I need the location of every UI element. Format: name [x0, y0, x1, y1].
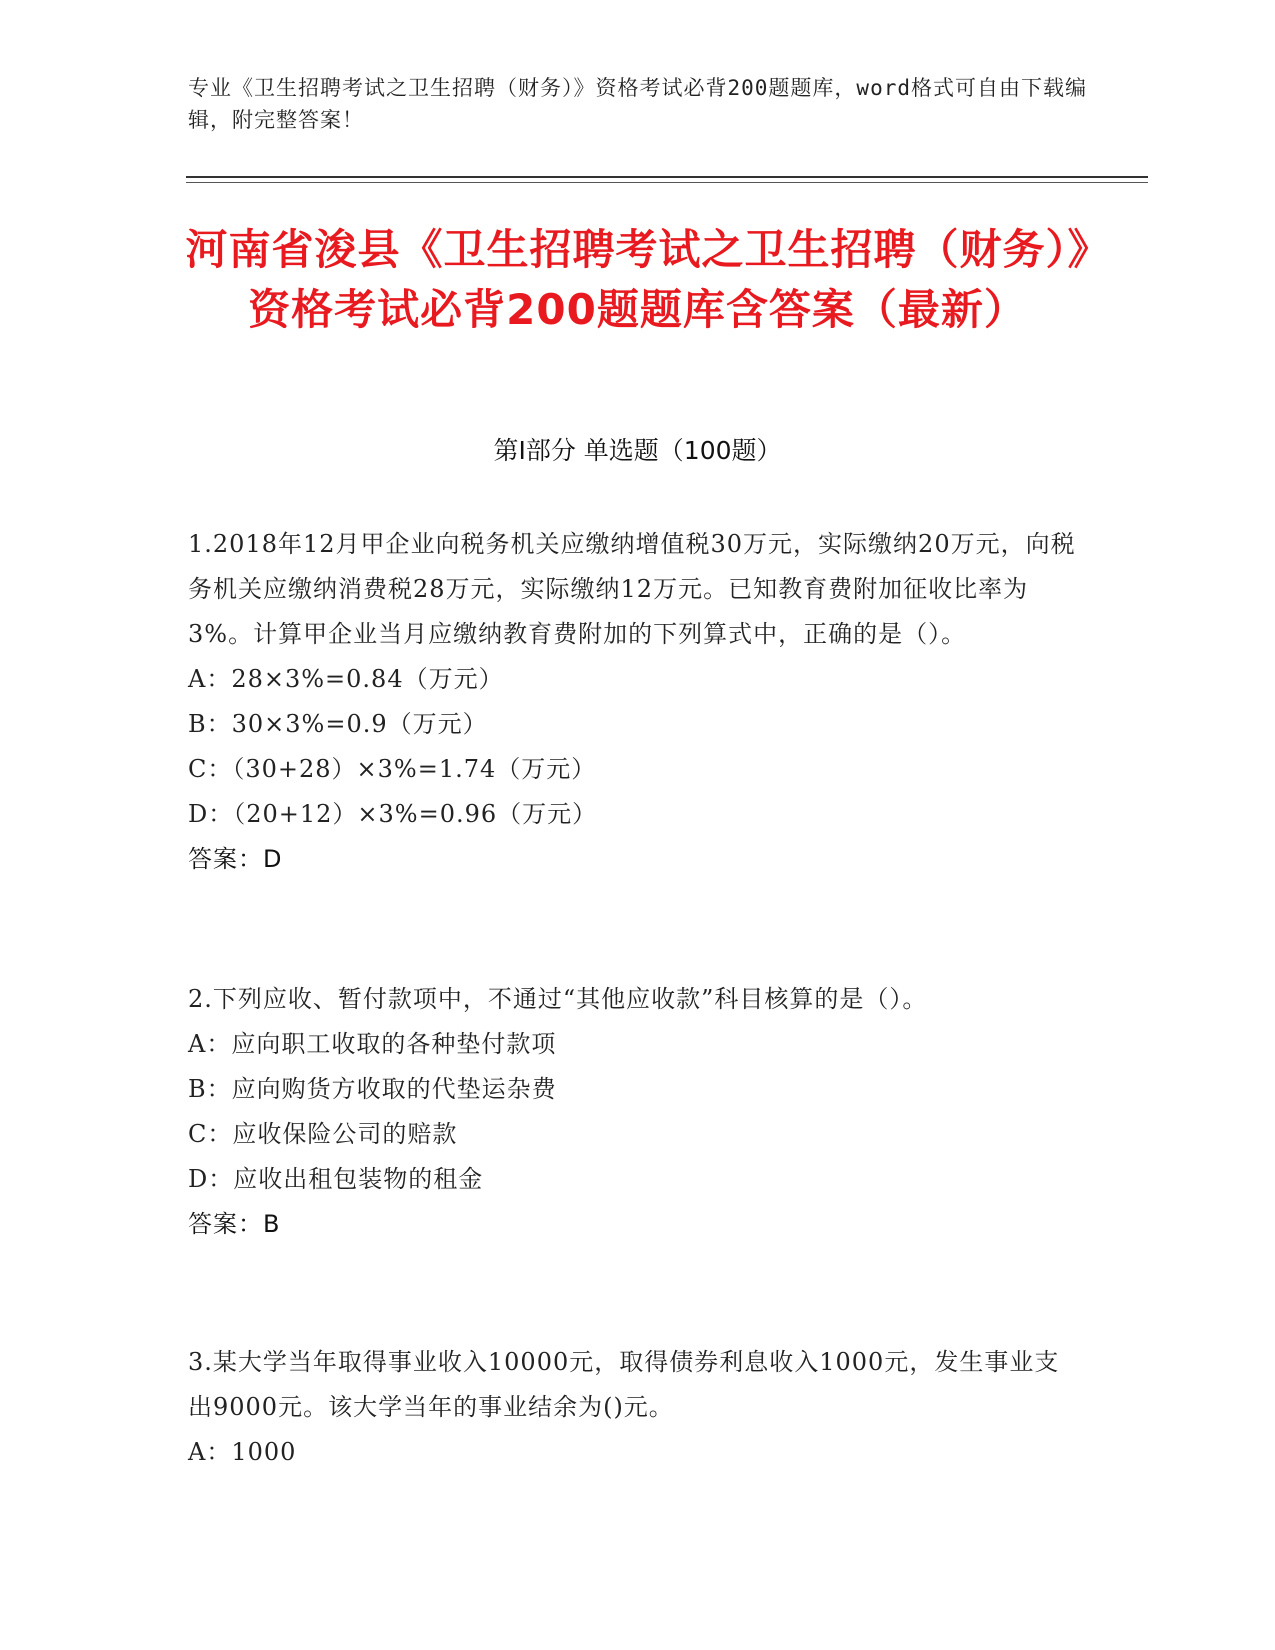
question-1-option-d: D：（20+12）×3%=0.96（万元） — [188, 800, 598, 828]
question-2-option-b: B：应向购货方收取的代垫运杂费 — [188, 1075, 557, 1103]
question-3-option-a: A：1000 — [188, 1438, 297, 1466]
question-3 — [188, 1340, 1078, 1475]
question-1-option-b: B：30×3%=0.9（万元） — [188, 710, 488, 738]
question-3-text: 3.某大学当年取得事业收入10000元，取得债券利息收入1000元，发生事业支出9000元。该大学当年的事业结余为()元。 — [188, 1348, 1060, 1421]
question-1-option-c: C：（30+28）×3%=1.74（万元） — [188, 755, 597, 783]
document-title: 河南省浚县《卫生招聘考试之卫生招聘（财务）》资格考试必背200题题库含答案（最新） — [185, 225, 1090, 334]
header-divider-thin — [186, 182, 1148, 183]
question-1 — [188, 522, 1078, 882]
question-1-answer: 答案：D — [188, 845, 283, 873]
question-1-option-a: A：28×3%=0.84（万元） — [188, 665, 504, 693]
header-note: 专业《卫生招聘考试之卫生招聘（财务）》资格考试必背200题题库，word格式可自由下载编辑，附完整答案！ — [188, 76, 1087, 132]
question-1-text: 1.2018年12月甲企业向税务机关应缴纳增值税30万元，实际缴纳20万元，向税务机关应缴纳消费税28万元，实际缴纳12万元。已知教育费附加征收比率为3%。计算甲企业当月应缴纳教育费附加的下列算式中，正确的是（）。 — [188, 530, 1076, 648]
header-divider-thick — [186, 176, 1148, 178]
section-heading: 第Ⅰ部分 单选题（100题） — [493, 436, 782, 465]
question-2-option-d: D：应收出租包装物的租金 — [188, 1165, 484, 1193]
question-2 — [188, 977, 1078, 1247]
question-2-answer: 答案：B — [188, 1210, 281, 1238]
question-2-option-a: A：应向职工收取的各种垫付款项 — [188, 1030, 557, 1058]
question-2-text: 2.下列应收、暂付款项中，不通过“其他应收款”科目核算的是（）。 — [188, 985, 928, 1013]
question-2-option-c: C：应收保险公司的赔款 — [188, 1120, 458, 1148]
